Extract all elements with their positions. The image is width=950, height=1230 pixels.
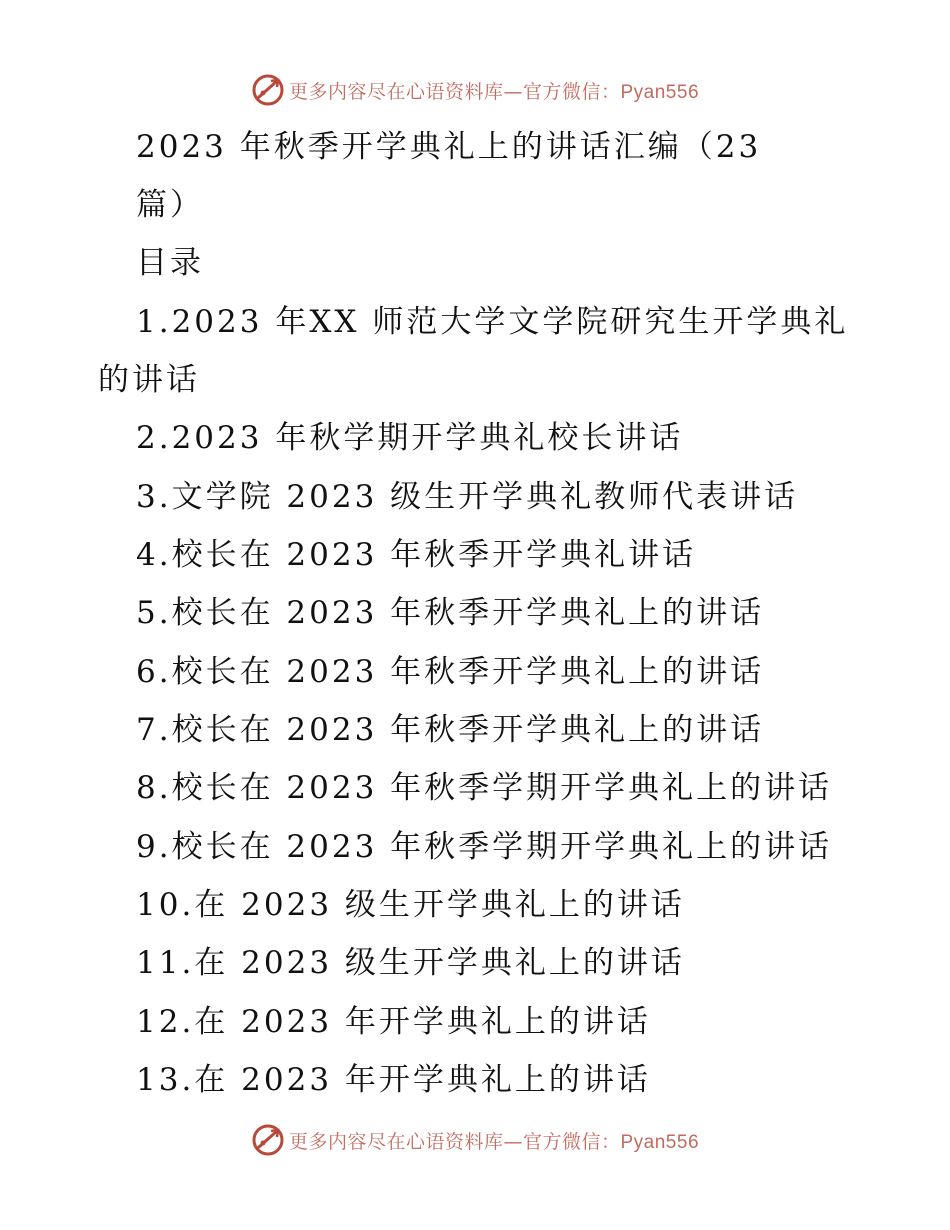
toc-item: 10.在 2023 级生开学典礼上的讲话 bbox=[136, 887, 685, 923]
toc-item: 6.校长在 2023 年秋季开学典礼上的讲话 bbox=[136, 654, 765, 690]
toc-heading: 目录 bbox=[136, 245, 204, 281]
toc-item: 2.2023 年秋学期开学典礼校长讲话 bbox=[136, 420, 684, 456]
brand-logo-icon bbox=[251, 1123, 285, 1157]
toc-item: 13.在 2023 年开学典礼上的讲话 bbox=[136, 1062, 651, 1098]
toc-item: 8.校长在 2023 年秋季学期开学典礼上的讲话 bbox=[136, 770, 833, 806]
separator: — bbox=[503, 80, 523, 103]
promo-text: 更多内容尽在心语资料库 bbox=[288, 1130, 504, 1153]
wechat-text: 官方微信：Pyan556 bbox=[523, 81, 700, 103]
toc-item: 3.文学院 2023 级生开学典礼教师代表讲话 bbox=[136, 479, 799, 515]
toc-item: 4.校长在 2023 年秋季开学典礼讲话 bbox=[136, 537, 697, 573]
wechat-text: 官方微信：Pyan556 bbox=[523, 1131, 700, 1153]
toc-item: 11.在 2023 级生开学典礼上的讲话 bbox=[136, 945, 685, 981]
toc-item: 9.校长在 2023 年秋季学期开学典礼上的讲话 bbox=[136, 829, 833, 865]
header-watermark bbox=[0, 70, 950, 110]
separator: — bbox=[503, 1130, 523, 1153]
toc-item: 7.校长在 2023 年秋季开学典礼上的讲话 bbox=[136, 712, 765, 748]
toc-item: 1.2023 年XX 师范大学文学院研究生开学典礼 bbox=[136, 304, 849, 340]
document-title-line-2: 篇） bbox=[136, 187, 204, 223]
toc-item-continuation: 的讲话 bbox=[98, 362, 200, 398]
document-title-line-1: 2023 年秋季开学典礼上的讲话汇编（23 bbox=[136, 129, 762, 165]
promo-text: 更多内容尽在心语资料库 bbox=[288, 80, 504, 103]
toc-item: 12.在 2023 年开学典礼上的讲话 bbox=[136, 1004, 651, 1040]
toc-item: 5.校长在 2023 年秋季开学典礼上的讲话 bbox=[136, 595, 765, 631]
brand-logo-icon bbox=[251, 73, 285, 107]
footer-watermark bbox=[0, 1120, 950, 1160]
